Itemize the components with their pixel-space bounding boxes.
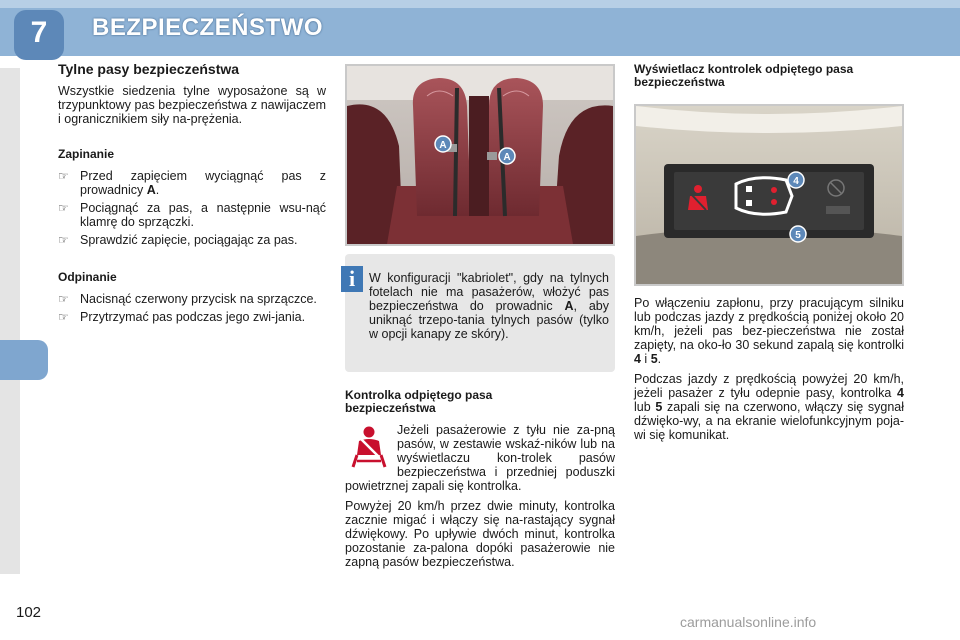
page-number: 102 — [16, 604, 42, 621]
display-heading: Wyświetlacz kontrolek odpiętego pasa bezpieczeństwa — [634, 62, 854, 89]
callout-5-label: 5 — [795, 230, 801, 241]
pointing-hand-icon: ☞ — [58, 310, 69, 324]
unfasten-list — [58, 292, 326, 324]
left-column — [58, 62, 326, 328]
list-item: ☞ Pociągnąć za pas, a następnie wsu-nąć klamrę do sprzączki. — [58, 201, 326, 229]
info-text: W konfiguracji "kabriolet", gdy na tylnych fotelach nie ma pasażerów, włożyć pas bezpieczeństwa do prowadnic A, aby uniknąć trzepo-tania tylnych pasów (tylko w opcji kanapy ze skóry). — [369, 271, 609, 341]
seatbelt-warning-icon — [349, 425, 389, 469]
watermark: carmanualsonline.info — [680, 614, 817, 630]
warning-paragraph-1: Jeżeli pasażerowie z tyłu nie za-pną pasów, w zestawie wskaź-ników lub na wyświetlaczu kon-trolek pasów bezpieczeństwa i przedniej poduszki powietrznej zapali się kontrolka. — [345, 423, 615, 493]
ceiling-display-photo — [634, 104, 904, 286]
callout-4-label: 4 — [793, 176, 799, 187]
callout-a-right-label: A — [503, 152, 511, 163]
section-heading-rear-belts: Tylne pasy bezpieczeństwa — [58, 61, 240, 77]
warning-heading: Kontrolka odpiętego pasa bezpieczeństwa — [345, 388, 493, 415]
list-item: ☞ Przed zapięciem wyciągnąć pas z prowadnicy A. — [58, 169, 326, 197]
rear-seat-illustration — [347, 66, 613, 244]
rear-seat-photo — [345, 64, 615, 246]
warning-paragraph-2: Powyżej 20 km/h przez dwie minuty, kontrolka zacznie migać i włączy się na-rastający sygnał dźwiękowy. Po upływie dwóch minut, kontrolka pozostanie za-palona dopóki pasażerowie nie zapną pasów bezpieczeństwa. — [345, 499, 615, 569]
info-icon: i — [341, 266, 363, 292]
pointing-hand-icon: ☞ — [58, 201, 69, 215]
left-rail — [0, 68, 20, 574]
header-band-highlight — [0, 0, 960, 8]
warning-body — [345, 423, 615, 569]
right-column — [634, 63, 904, 89]
chapter-number: 7 — [30, 16, 48, 49]
list-item: ☞ Sprawdzić zapięcie, pociągając za pas. — [58, 233, 298, 247]
fasten-heading: Zapinanie — [58, 147, 115, 161]
page-title: BEZPIECZEŃSTWO — [92, 14, 324, 41]
intro-paragraph: Wszystkie siedzenia tylne wyposażone są w trzypunktowy pas bezpieczeństwa z nawijaczem i ogranicznikiem siły na-prężenia. — [58, 84, 326, 126]
list-item: ☞ Nacisnąć czerwony przycisk na sprzączce. — [58, 292, 317, 306]
warning-section — [345, 389, 615, 569]
display-description — [634, 296, 904, 442]
unfasten-heading: Odpinanie — [58, 270, 117, 284]
pointing-hand-icon: ☞ — [58, 233, 69, 247]
list-item: ☞ Przytrzymać pas podczas jego zwi-jania. — [58, 310, 306, 324]
display-paragraph-2: Podczas jazdy z prędkością powyżej 20 km/h, jeżeli pasażer z tyłu odepnie pasy, kontrolka 4 lub 5 zapali się na czerwono, włączy się sygnał dźwięko-wy, a na ekranie wielofunkcyjnym poja-wi się komunikat. — [634, 372, 904, 442]
chapter-marker — [0, 340, 48, 380]
callout-a-left-label: A — [439, 140, 447, 151]
fasten-list — [58, 169, 326, 247]
pointing-hand-icon: ☞ — [58, 292, 69, 306]
display-paragraph-1: Po włączeniu zapłonu, przy pracującym silniku lub podczas jazdy z prędkością poniżej około 20 km/h, jeżeli pas bez-pieczeństwa nie został zapięty, na oko-ło 30 sekund zapalą się kontrolki 4 i 5. — [634, 296, 904, 366]
ceiling-display-illustration — [636, 106, 902, 284]
pointing-hand-icon: ☞ — [58, 169, 69, 183]
